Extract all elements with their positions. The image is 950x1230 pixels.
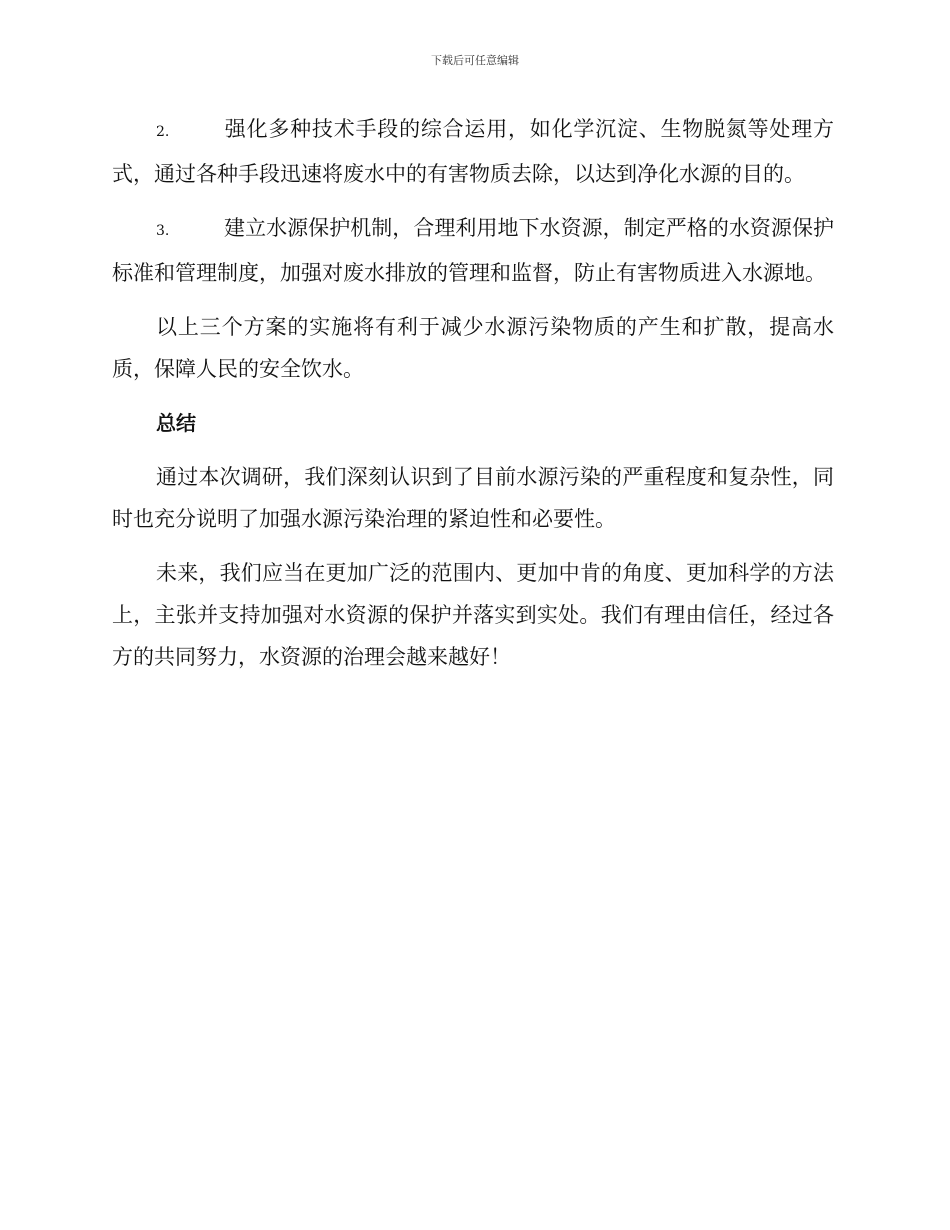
header-note: 下载后可任意编辑 bbox=[431, 54, 519, 67]
list-item-number: 3. bbox=[156, 223, 170, 239]
paragraph-conclusion: 以上三个方案的实施将有利于减少水源污染物质的产生和扩散，提高水质，保障人民的安全饮水。 bbox=[112, 315, 834, 381]
list-item bbox=[112, 207, 834, 294]
paragraph-future: 未来，我们应当在更加广泛的范围内、更加中肯的角度、更加科学的方法上，主张并支持加强对水资源的保护并落实到实处。我们有理由信任，经过各方的共同努力，水资源的治理会越来越好！ bbox=[112, 561, 834, 669]
section-title-summary: 总结 bbox=[156, 411, 196, 435]
list-item-text: 强化多种技术手段的综合运用，如化学沉淀、生物脱氮等处理方式，通过各种手段迅速将废水中的有害物质去除，以达到净化水源的目的。 bbox=[112, 117, 834, 186]
paragraph-summary: 通过本次调研，我们深刻认识到了目前水源污染的严重程度和复杂性，同时也充分说明了加强水源污染治理的紧迫性和必要性。 bbox=[112, 465, 834, 531]
list-item-number: 2. bbox=[156, 124, 170, 140]
list-item bbox=[112, 108, 834, 195]
list-item-text: 建立水源保护机制，合理利用地下水资源，制定严格的水资源保护标准和管理制度，加强对废水排放的管理和监督，防止有害物质进入水源地。 bbox=[112, 216, 834, 285]
document-body bbox=[112, 108, 834, 690]
